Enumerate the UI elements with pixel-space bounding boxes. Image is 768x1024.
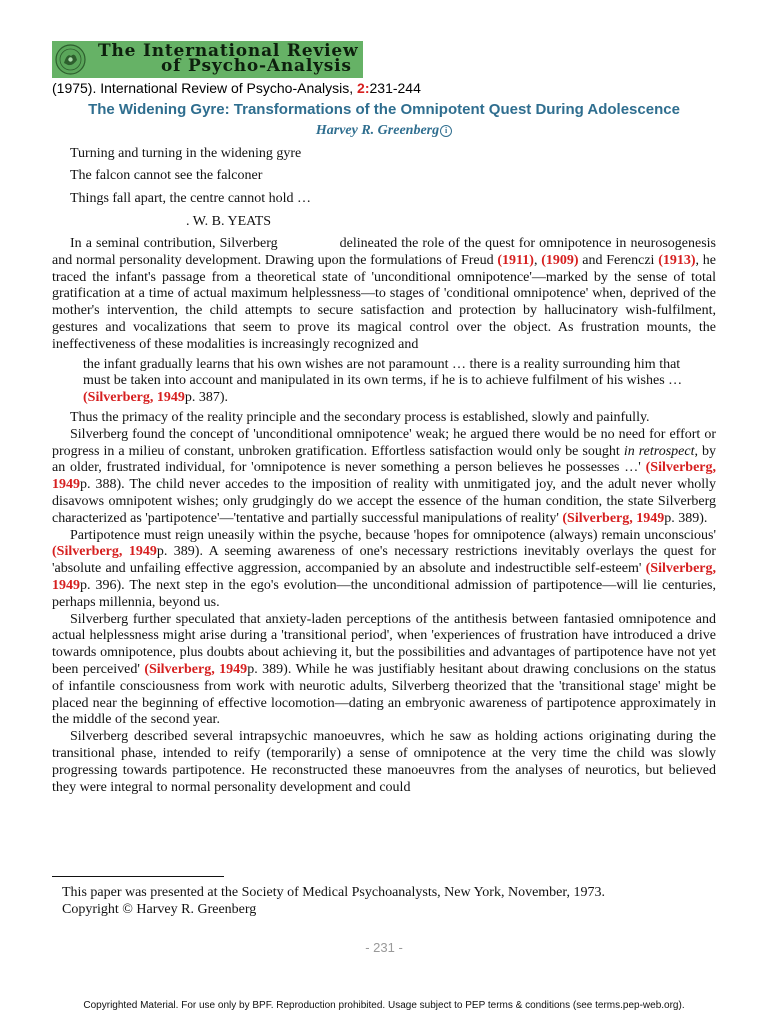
block-quote	[83, 357, 702, 407]
paragraph-4	[52, 528, 716, 612]
paragraph-text: p. 389). While he was justifiably hesitant about drawing conclusions on the status of infantile consciousness from work with neurotic adults, Silverberg theorized that the 'transitional stage' might be placed near the beginning of effective locomotion—dating an embryonic awareness of partipotence approximately in the middle of the second year.	[52, 661, 716, 728]
epigraph-attribution: . W. B. YEATS	[186, 214, 272, 229]
citation-prefix: (1975). International Review of Psycho-Analysis,	[52, 80, 358, 96]
paragraph-5	[52, 612, 716, 730]
citation-link[interactable]: (Silverberg, 1949	[52, 544, 157, 560]
paragraph-text: In a seminal contribution, Silverberg	[70, 236, 278, 251]
article-title: The Widening Gyre: Transformations of the Omnipotent Quest During Adolescence	[88, 101, 680, 118]
paragraph-text: Silverberg further speculated that anxiety-laden perceptions of the antithesis between fantasied omnipotence and actual helplessness might arise during a 'transitional period', when 'experiences of frustration have introduced a drive towards omnipotence, plus doubts about achieving it, but the possibilities and advantages of partipotence have not yet been perceived'	[52, 611, 716, 677]
footnote-line-2: Copyright © Harvey R. Greenberg	[62, 902, 257, 917]
citation-pages: 231-244	[369, 80, 421, 96]
paragraph-text: p. 388). The child never accedes to the imposition of reality with unmitigated joy, and the adult never wholly disavows omnipotent wishes; only grudgingly do we accept the essence of the human condition, the state Silverberg characterized as 'partipotence'—'tentative and partially successful manipulations of reality'	[52, 477, 716, 526]
citation-link[interactable]: (Silverberg, 1949	[83, 390, 185, 406]
paragraph-text: p. 389). A seeming awareness of one's necessary restrictions inevitably overlays the quest for 'absolute and unfailing effective aggression, accompanied by an absolute and indestructible self-esteem'	[52, 544, 716, 577]
paragraph-text: delineated the role of the quest for omnipotence in neurosogenesis and normal personality development. Drawing upon the formulations of Freud	[52, 236, 716, 268]
article-author[interactable]: Harvey R. Greenberg	[315, 123, 440, 138]
italic-text: in retrospect	[623, 443, 695, 459]
footnote-line-1: This paper was presented at the Society of Medical Psychoanalysts, New York, November, 1973.	[62, 885, 605, 900]
paragraph-text: and Ferenczi	[578, 252, 659, 268]
citation-link[interactable]: (1913)	[658, 252, 696, 268]
citation-link[interactable]: (Silverberg, 1949	[144, 661, 248, 677]
page-number: - 231 -	[365, 940, 403, 955]
copyright-notice: Copyrighted Material. For use only by BPF. Reproduction prohibited. Usage subject to PEP terms & conditions (see terms.pep-web.org).	[83, 1000, 685, 1011]
quote-text: the infant gradually learns that his own wishes are not paramount … there is a reality surrounding him that must be taken into account and manipulated in its own terms, if he is to achieve fulfilment of his wishes …	[83, 356, 683, 389]
article-body	[52, 236, 716, 796]
footnote-divider	[52, 876, 224, 877]
paragraph-2: Thus the primacy of the reality principle and the secondary process is established, slowly and painfully.	[70, 409, 650, 425]
paragraph-text: Partipotence must reign uneasily within the psyche, because 'hopes for omnipotence (always) remain unconscious'	[70, 527, 716, 543]
citation-link[interactable]: (Silverberg, 1949	[52, 460, 716, 493]
citation-link[interactable]: (Silverberg, 1949	[562, 510, 665, 526]
paragraph-text: , he traced the infant's passage from a theoretical state of 'unconditional omnipotence'—marked by the sense of total gratification at a time of actual maximum helplessness—to stages of 'conditional omnipotence' when, deprived of the mother's intervention, the child attempts to secure satisfaction and protection by hallucinatory wish-fulfilment, gestures and vocalizations that seem to prove its magical control over the object. As frustration mounts, the ineffectiveness of these modalities is increasingly recognized and	[52, 252, 716, 352]
epigraph-line-3: Things fall apart, the centre cannot hold …	[70, 191, 312, 206]
epigraph-line-1: Turning and turning in the widening gyre	[70, 146, 302, 161]
paragraph-text: p. 396). The next step in the ego's evolution—the unconditional admission of partipotence—will lie centuries, perhaps millennia, beyond us.	[52, 577, 716, 610]
banner-title-line1: The International Review	[98, 41, 359, 61]
citation-volume: 2:	[357, 80, 370, 96]
paragraph-6: Silverberg described several intrapsychic manoeuvres, which he saw as holding actions originating during the transitional phase, intended to reify (temporarily) a sense of omnipotence at the very time the child was slowly progressing towards partipotence. He reconstructed these manoeuvres from the analyses of neurotics, but believed they were integral to normal personality development and could	[52, 729, 716, 795]
paragraph-text: ,	[533, 252, 542, 268]
citation-link[interactable]: (1909)	[541, 252, 579, 268]
citation-link[interactable]: (1911)	[497, 252, 534, 268]
epigraph-line-2: The falcon cannot see the falconer	[70, 168, 263, 183]
banner-title-line2: of Psycho-Analysis	[161, 56, 352, 76]
paragraph-text: Silverberg found the concept of 'unconditional omnipotence' weak; he argued there would be no need for effort or progress in a milieu of constant, unbroken gratification. Effortless satisfaction would only be sought	[52, 426, 716, 459]
citation-line	[52, 80, 421, 96]
citation-link[interactable]: (Silverberg, 1949	[52, 561, 716, 593]
quote-text: p. 387).	[184, 390, 229, 406]
journal-seal-icon	[55, 44, 86, 75]
paragraph-1	[52, 236, 716, 354]
paragraph-text: , by an older, frustrated individual, for 'omnipotence is never something a person believes he possesses …'	[52, 443, 717, 476]
footnote	[62, 884, 605, 918]
paragraph-text: p. 389).	[664, 510, 708, 526]
journal-banner[interactable]	[52, 41, 363, 78]
paragraph-3	[52, 427, 716, 528]
author-info-icon[interactable]: i	[440, 125, 452, 137]
article-author-line	[0, 123, 768, 139]
